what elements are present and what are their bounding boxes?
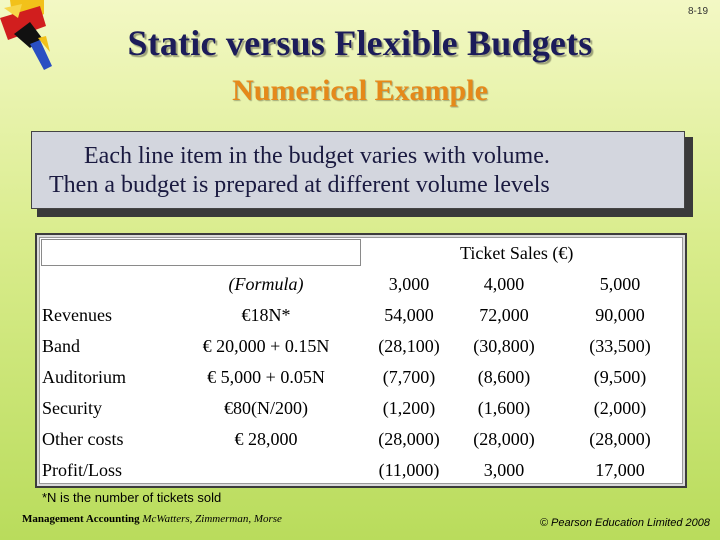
row-formula: € 20,000 + 0.15N — [202, 336, 330, 356]
row-value: (30,800) — [473, 336, 535, 356]
row-value: (28,100) — [378, 336, 440, 356]
row-value: (28,000) — [589, 429, 651, 449]
row-value: (1,200) — [382, 398, 436, 418]
row-value: (33,500) — [589, 336, 651, 356]
table-header-blank-cell — [41, 239, 361, 266]
footnote: *N is the number of tickets sold — [42, 490, 222, 505]
row-formula: € 28,000 — [234, 429, 298, 449]
row-value: (28,000) — [378, 429, 440, 449]
row-formula: €18N* — [241, 305, 291, 325]
row-formula: € 5,000 + 0.05N — [207, 367, 325, 387]
footer-citation — [22, 513, 282, 525]
table-header-row — [0, 274, 720, 302]
table-row — [0, 367, 720, 395]
row-value: (1,600) — [477, 398, 531, 418]
row-value: 3,000 — [483, 460, 525, 480]
footer-copyright: © Pearson Education Limited 2008 — [539, 517, 710, 529]
callout-line-2: Then a budget is prepared at different volume levels — [49, 172, 550, 198]
row-value: 54,000 — [384, 305, 434, 325]
table-row — [0, 398, 720, 426]
volume-header: 3,000 — [388, 274, 430, 294]
row-label: Other costs — [42, 429, 124, 449]
row-value: 90,000 — [595, 305, 645, 325]
row-value: (7,700) — [382, 367, 436, 387]
row-label: Band — [42, 336, 80, 356]
table-row — [0, 336, 720, 364]
footer-book-title: Management Accounting — [22, 513, 140, 525]
table-row — [0, 305, 720, 333]
volume-header: 4,000 — [483, 274, 525, 294]
row-value: 17,000 — [595, 460, 645, 480]
row-label: Profit/Loss — [42, 460, 123, 480]
page-title: Static versus Flexible Budgets — [127, 23, 593, 63]
volume-header: 5,000 — [599, 274, 641, 294]
row-label: Revenues — [42, 305, 112, 325]
page-subtitle: Numerical Example — [232, 74, 488, 107]
row-value: (9,500) — [593, 367, 647, 387]
row-value: (8,600) — [477, 367, 531, 387]
slide-number: 8-19 — [687, 6, 708, 17]
row-value: 72,000 — [479, 305, 529, 325]
row-formula: €80(N/200) — [224, 398, 308, 418]
formula-column-header: (Formula) — [228, 274, 304, 294]
callout-box — [31, 131, 685, 209]
table-row — [0, 460, 720, 488]
row-value: (11,000) — [378, 460, 440, 480]
table-row — [0, 429, 720, 457]
callout-line-1: Each line item in the budget varies with volume. — [84, 143, 550, 169]
row-value: (2,000) — [593, 398, 647, 418]
ticket-sales-header: Ticket Sales (€) — [460, 243, 574, 263]
row-label: Auditorium — [42, 367, 126, 387]
row-label: Security — [42, 398, 102, 418]
footer-authors: McWatters, Zimmerman, Morse — [142, 513, 282, 525]
row-value: (28,000) — [473, 429, 535, 449]
